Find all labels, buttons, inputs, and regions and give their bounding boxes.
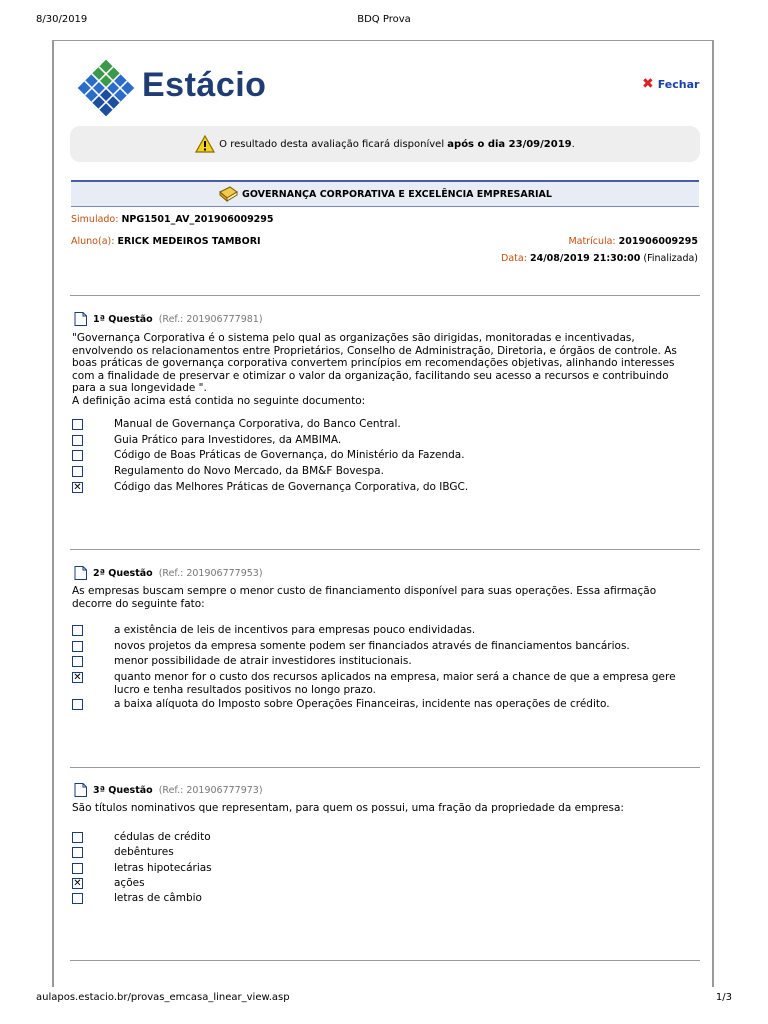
answer-checkbox[interactable]: [72, 847, 83, 858]
aluno-label: Aluno(a):: [71, 236, 115, 247]
matricula-row: [568, 236, 698, 247]
option-text: novos projetos da empresa somente podem ser financiados através de financiamentos bancários.: [114, 640, 630, 652]
course-title: GOVERNANÇA CORPORATIVA E EXCELÊNCIA EMPRESARIAL: [242, 188, 552, 200]
aluno-value: ERICK MEDEIROS TAMBORI: [117, 236, 261, 247]
answer-checkbox[interactable]: [72, 893, 83, 904]
question-text-line: boas práticas de governança corporativa convertem princípios em recomendações objetivas, alinhando interesses: [72, 357, 675, 369]
print-date: 8/30/2019: [36, 14, 88, 25]
brand-name: Estácio: [142, 66, 267, 104]
answer-checkbox[interactable]: [72, 656, 83, 667]
question-1-header: [74, 312, 263, 326]
book-icon: [218, 186, 238, 202]
simulado-row: [71, 214, 274, 225]
print-title: BDQ Prova: [357, 14, 411, 25]
question-text-line: com a finalidade de preservar e otimizar o valor da organização, facilitando seu acesso a recursos e contribuindo: [72, 369, 669, 382]
question-text-line: para a sua longevidade ".: [72, 382, 207, 394]
answer-checkbox[interactable]: [72, 450, 83, 461]
answer-checkbox[interactable]: ✕: [73, 482, 82, 493]
matricula-label: Matrícula:: [568, 236, 616, 247]
question-3-text: [72, 802, 702, 815]
print-page-number: 1/3: [715, 992, 732, 1003]
option-text: Regulamento do Novo Mercado, da BM&F Bovespa.: [114, 465, 384, 477]
question-3-header: [74, 783, 263, 797]
question-1-text: [72, 332, 702, 407]
matricula-value: 201906009295: [618, 236, 698, 247]
close-button[interactable]: [642, 77, 699, 91]
question-3-ref: (Ref.: 201906777973): [158, 784, 263, 796]
question-2-title: 2ª Questão: [93, 567, 153, 579]
question-1-ref: (Ref.: 201906777981): [158, 313, 263, 325]
divider: [70, 295, 700, 296]
question-text-line: envolvendo os relacionamentos entre Proprietários, Conselho de Administração, Diretoria, e órgãos de controle. As: [72, 344, 677, 357]
question-text-line: São títulos nominativos que representam, para quem os possui, uma fração da propriedade da empresa:: [72, 802, 624, 814]
warning-icon: [195, 135, 215, 153]
status-text: (Finalizada): [643, 253, 698, 264]
data-label: Data:: [501, 253, 527, 264]
question-3-title: 3ª Questão: [93, 784, 153, 796]
answer-checkbox[interactable]: ✕: [73, 878, 82, 889]
answer-checkbox[interactable]: [72, 863, 83, 874]
data-row: [501, 253, 698, 264]
divider: [70, 549, 700, 550]
notice-date: após o dia 23/09/2019: [447, 138, 572, 150]
simulado-label: Simulado:: [71, 214, 119, 225]
option-text: debêntures: [114, 846, 174, 858]
print-url: aulapos.estacio.br/provas_emcasa_linear_view.asp: [36, 992, 290, 1003]
option-text: menor possibilidade de atrair investidores institucionais.: [114, 655, 412, 667]
option-text: letras de câmbio: [114, 892, 202, 904]
question-text-line: "Governança Corporativa é o sistema pelo qual as organizações são dirigidas, monitoradas e incentivadas,: [72, 332, 635, 344]
question-2-ref: (Ref.: 201906777953): [158, 567, 263, 579]
option-text: ações: [114, 877, 145, 889]
answer-checkbox[interactable]: [72, 832, 83, 843]
answer-checkbox[interactable]: [72, 625, 83, 636]
question-2-header: [74, 566, 263, 580]
option-text: letras hipotecárias: [114, 862, 212, 874]
question-text-line: As empresas buscam sempre o menor custo de financiamento disponível para suas operações. Essa afirmação: [72, 585, 657, 597]
option-text: Código de Boas Práticas de Governança, do Ministério da Fazenda.: [114, 449, 465, 461]
option-text: a baixa alíquota do Imposto sobre Operações Financeiras, incidente nas operações de crédito.: [114, 698, 610, 710]
answer-checkbox[interactable]: [72, 419, 83, 430]
print-footer: [0, 992, 768, 1010]
aluno-row: [71, 236, 261, 247]
option-text: quanto menor for o custo dos recursos aplicados na empresa, maior será a chance de que a empresa gere lucro e tenha resultados positivos no longo prazo.: [114, 671, 676, 696]
option-text: Guia Prático para Investidores, da AMBIMA.: [114, 434, 342, 446]
notice-end: .: [571, 138, 575, 150]
data-value: 24/08/2019 21:30:00: [529, 253, 641, 264]
option-text: Código das Melhores Práticas de Governança Corporativa, do IBGC.: [114, 481, 469, 493]
document-icon: [74, 312, 87, 326]
answer-checkbox[interactable]: ✕: [73, 672, 82, 683]
option-text: a existência de leis de incentivos para empresas pouco endividadas.: [114, 624, 476, 636]
document-icon: [74, 783, 87, 797]
notice-text: O resultado desta avaliação ficará disponível: [219, 138, 448, 150]
option-text: cédulas de crédito: [114, 831, 211, 843]
answer-checkbox[interactable]: [72, 466, 83, 477]
divider: [70, 767, 700, 768]
course-title-bar: [71, 180, 699, 207]
question-2-text: [72, 585, 702, 610]
question-1-title: 1ª Questão: [93, 313, 153, 325]
divider: [70, 960, 700, 961]
print-header: [0, 14, 768, 32]
answer-checkbox[interactable]: [72, 641, 83, 652]
close-label: Fechar: [657, 77, 700, 91]
document-icon: [74, 566, 87, 580]
result-notice: [70, 126, 700, 162]
answer-checkbox[interactable]: [72, 435, 83, 446]
close-icon: ✖: [642, 76, 654, 92]
question-text-line: A definição acima está contida no seguinte documento:: [72, 394, 366, 407]
question-text-line: decorre do seguinte fato:: [72, 597, 205, 610]
answer-checkbox[interactable]: [72, 699, 83, 710]
simulado-value: NPG1501_AV_201906009295: [121, 214, 274, 225]
option-text: Manual de Governança Corporativa, do Banco Central.: [114, 418, 401, 430]
